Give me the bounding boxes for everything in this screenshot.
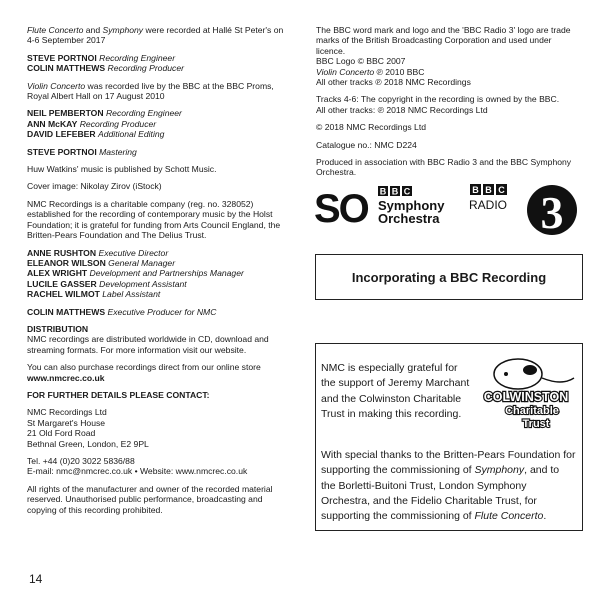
right-column: [316, 25, 578, 185]
text: Bethnal Green, London, E2 9PL: [27, 438, 149, 449]
text: BBC Logo © BBC 2007: [316, 56, 406, 67]
so-mark: SO: [314, 187, 368, 231]
bbc-recording-box: [315, 254, 583, 300]
mouse-eye: [504, 372, 508, 376]
charitable-word: Charitable: [505, 405, 559, 417]
mouse-ear: [523, 365, 537, 375]
credit-name: ANN McKAY: [27, 118, 78, 129]
credit-name: DAVID LEFEBER: [27, 129, 96, 140]
credit-role: Recording Producer: [79, 118, 157, 129]
credit-role: Recording Producer: [107, 63, 184, 74]
text: .: [543, 510, 547, 523]
credit-name: STEVE PORTNOI: [27, 52, 97, 63]
special-thanks-text: [321, 448, 576, 524]
staff-name: LUCILE GASSER: [27, 278, 97, 289]
left-column: [27, 25, 289, 522]
text: NMC Recordings Ltd: [27, 407, 107, 418]
contact-info: [27, 456, 289, 477]
credit-name: COLIN MATTHEWS: [27, 63, 106, 74]
charity-note: NMC Recordings is a charitable company (reg. no. 328052) established for the recording of contemporary music by the Holst Foundation; it is grateful for funding from Arts Council England, the Britten-Pears Foundation and The Delius Trust.: [27, 198, 281, 241]
cover-credit: Cover image: Nikolay Zirov (iStock): [27, 181, 162, 192]
publisher-note: Huw Watkins' music is published by Schott Music.: [27, 164, 217, 175]
credits-group-2: [27, 108, 289, 139]
text: The BBC word mark and logo and the 'BBC Radio 3' logo are trade marks of the British Broadcasting Corporation and used under licence.: [316, 25, 571, 56]
credit-role: Mastering: [99, 146, 137, 157]
staff-name: ALEX WRIGHT: [27, 268, 88, 279]
trust-word: Trust: [522, 418, 550, 430]
staff-role: Label Assistant: [102, 289, 161, 300]
purchase-note: [27, 362, 289, 383]
recording-note-2: [27, 81, 289, 102]
text: NMC recordings are distributed worldwide in CD, download and streaming formats. For more information visit our website.: [27, 334, 269, 355]
distribution-section: [27, 324, 289, 355]
rights-notice: All rights of the manufacturer and owner of the recorded material reserved. Unauthorised public performance, broadcasting and copying of this recording prohibited.: [27, 483, 273, 515]
work-title: Symphony: [474, 464, 525, 477]
grateful-text: NMC is especially grateful for the support of Jeremy Marchant and the Colwinston Charitable Trust in making this recording.: [321, 362, 470, 420]
logo-symphony: Symphony: [378, 198, 445, 213]
page-number: 14: [29, 572, 43, 586]
acknowledgements-box: [315, 343, 583, 531]
telephone: Tel. +44 (0)20 3022 5836/88: [27, 456, 135, 466]
catalogue-number: Catalogue no.: NMC D224: [316, 139, 417, 150]
association-note: Produced in association with BBC Radio 3 and the BBC Symphony Orchestra.: [316, 157, 572, 178]
bbc-letter: B: [379, 186, 387, 197]
email-website[interactable]: E-mail: nmc@nmcrec.co.uk • Website: www.nmcrec.co.uk: [27, 466, 248, 477]
credit-role: Recording Engineer: [105, 108, 182, 119]
bbc-letter: C: [498, 185, 505, 195]
staff-role: Development and Partnerships Manager: [89, 268, 244, 279]
text: Violin Concerto: [316, 66, 375, 77]
credit-role: Additional Editing: [98, 129, 165, 140]
text: were recorded at Hallé St Peter's on 4-6 September 2017: [27, 25, 284, 46]
section-heading: DISTRIBUTION: [27, 323, 89, 334]
staff-list: [27, 248, 289, 300]
text: was recorded live by the BBC at the BBC Proms, Royal Albert Hall on 17 August 2010: [27, 80, 274, 102]
tracks-copyright: [316, 94, 578, 115]
staff-role: Development Assistant: [99, 278, 187, 289]
work-title: Flute Concerto: [474, 510, 544, 523]
contact-heading: FOR FURTHER DETAILS PLEASE CONTACT:: [27, 389, 210, 400]
colwinston-trust-logo: [470, 352, 580, 432]
text: , and to the Borletti-Buitoni Trust, London Symphony Orchestra, and the Fidelio Charitable Trust, for supporting the commissioning of: [321, 464, 560, 523]
credits-group-3: [27, 147, 289, 157]
staff-name: RACHEL WILMOT: [27, 289, 100, 300]
copyright: © 2018 NMC Recordings Ltd: [316, 122, 426, 133]
work-title: Flute Concerto: [27, 25, 84, 35]
text: You can also purchase recordings direct from our online store: [27, 362, 261, 373]
logo-radio: RADIO: [469, 198, 508, 212]
incorporating-label: Incorporating a BBC Recording: [351, 269, 547, 285]
credit-role: Recording Engineer: [99, 52, 176, 63]
bbc-letter: C: [403, 186, 411, 197]
text: With special thanks to the Britten-Pears Foundation for supporting the commissioning of: [321, 449, 576, 477]
executive-producer: [27, 307, 289, 317]
bbc-letter: B: [472, 185, 479, 195]
bbc-letter: B: [485, 185, 492, 195]
colwinston-word: COLWINSTON: [483, 390, 569, 404]
staff-name: ANNE RUSHTON: [27, 247, 97, 258]
credit-name: COLIN MATTHEWS: [27, 306, 106, 317]
mouse-body: [494, 359, 542, 389]
text: 21 Old Ford Road: [27, 428, 96, 439]
credit-name: STEVE PORTNOI: [27, 146, 97, 157]
mouse-tail: [542, 378, 574, 382]
store-link[interactable]: www.nmcrec.co.uk: [27, 372, 105, 383]
text: All other tracks ℗ 2018 NMC Recordings: [316, 77, 471, 88]
credit-role: Executive Producer for NMC: [107, 306, 217, 317]
text: ℗ 2010 BBC: [374, 66, 425, 77]
bbc-radio-logo: [469, 184, 507, 212]
trademark-notice: [316, 25, 578, 87]
bbc-symphony-orchestra-logo: [314, 186, 445, 231]
credits-group-1: [27, 53, 289, 74]
staff-name: ELEANOR WILSON: [27, 257, 106, 268]
staff-role: General Manager: [108, 257, 176, 268]
recording-note-1: [27, 25, 289, 46]
logo-orchestra: Orchestra: [378, 211, 440, 226]
work-title: Violin Concerto: [27, 80, 86, 91]
text: and: [83, 25, 103, 35]
text: St Margaret's House: [27, 417, 106, 428]
text: All other tracks: ℗ 2018 NMC Recordings Ltd: [316, 104, 488, 115]
bbc-letter: B: [391, 186, 399, 197]
text: Tracks 4-6: The copyright in the recording is owned by the BBC.: [316, 94, 560, 105]
radio-3-emblem: [527, 185, 577, 238]
work-title: Symphony: [102, 25, 144, 35]
staff-role: Executive Director: [98, 247, 169, 258]
radio-3-numeral: 3: [540, 187, 564, 238]
logos-row: [314, 180, 582, 245]
address-block: [27, 407, 289, 449]
credit-name: NEIL PEMBERTON: [27, 108, 104, 119]
